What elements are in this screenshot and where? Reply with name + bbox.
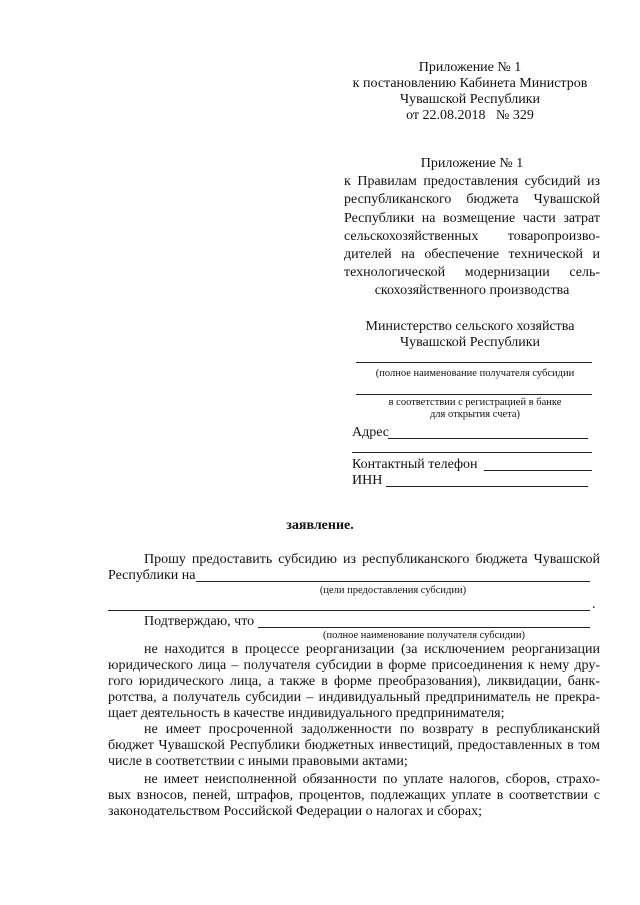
rules-line: к Правилам предоставления субсидий из [344, 174, 600, 190]
appendix-header [340, 60, 600, 124]
rules-line: Республики на возмещение части затрат [344, 210, 600, 226]
recipient-name-field[interactable] [356, 362, 592, 363]
phone-label: Контактный телефон [352, 457, 478, 472]
inn-label: ИНН [352, 473, 383, 488]
rules-line: скохозяйственного производства [374, 283, 570, 299]
rules-appendix [344, 155, 600, 301]
paragraph-line: не находится в процессе реорганизации (за исключением реорганизации [144, 642, 600, 657]
registration-caption-1: в соответствии с регистрацией в банке [388, 397, 562, 408]
subsidy-purpose-field-2[interactable] [108, 610, 590, 611]
paragraph-line: не имеет просроченной задолженности по возврату в республиканский [144, 722, 600, 737]
paragraph-line: законодательством Российской Федерации о налогах и сборах; [108, 804, 483, 819]
address-label: Адрес [352, 425, 390, 440]
purpose-period: . [592, 597, 596, 612]
purpose-caption: (цели предоставления субсидии) [319, 585, 467, 596]
paragraph-line: ротства, а получатель субсидии – индивидуальный предприниматель не прекра- [108, 690, 600, 705]
registration-caption-2: для открытия счета) [429, 409, 521, 420]
recipient-registration-field[interactable] [356, 394, 592, 395]
confirm-label: Подтверждаю, что [144, 614, 255, 629]
inn-field[interactable] [386, 486, 588, 487]
document-heading: заявление. [286, 518, 354, 533]
paragraph-line: не имеет неисполненной обязанности по уплате налогов, сборов, страхо- [144, 772, 600, 787]
confirm-recipient-field[interactable] [258, 627, 590, 628]
appendix-date-number: от 22.08.2018 № 329 [406, 108, 534, 123]
paragraph-line: бюджет Чувашской Республики бюджетных инвестиций, предоставленных в том [108, 738, 600, 753]
rules-line: сельскохозяйственных товаропроизво- [344, 228, 600, 244]
request-line-1: Прошу предоставить субсидию из республиканского бюджета Чувашской [144, 552, 600, 567]
ministry-line: Чувашской Республики [399, 335, 541, 350]
recipient-name-caption: (полное наименование получателя субсидии [375, 368, 575, 379]
paragraph-line: юридического лица – получателя субсидии в форме присоединения к нему дру- [108, 658, 600, 673]
paragraph-line: гого юридического лица, а также в форме преобразования), ликвидации, банк- [108, 674, 600, 689]
confirm-recipient-caption: (полное наименование получателя субсидии) [323, 630, 525, 641]
address-field[interactable] [388, 438, 588, 439]
address-field-2[interactable] [352, 452, 592, 453]
rules-line: республиканского бюджета Чувашской [344, 192, 600, 208]
paragraph-line: вых взносов, пеней, штрафов, процентов, подлежащих уплате в соответствии с [108, 788, 600, 803]
paragraph-line: числе в соответствии с иными правовыми актами; [108, 754, 408, 769]
rules-line: технологической модернизации сель- [344, 265, 600, 281]
request-line-2: Республики на [108, 568, 196, 583]
appendix-title: Приложение № 1 [418, 60, 522, 75]
ministry-name [340, 319, 600, 351]
phone-field[interactable] [484, 470, 592, 471]
rules-appendix-title: Приложение № 1 [420, 156, 524, 171]
subsidy-purpose-field[interactable] [196, 581, 590, 582]
ministry-line: Министерство сельского хозяйства [365, 319, 575, 334]
paragraph-line: щает деятельность в качестве индивидуального предпринимателя; [108, 706, 505, 721]
appendix-resolution: к постановлению Кабинета Министров [352, 76, 588, 91]
rules-line: дителей на обеспечение технической и [344, 247, 600, 263]
appendix-republic: Чувашской Республики [399, 92, 541, 107]
